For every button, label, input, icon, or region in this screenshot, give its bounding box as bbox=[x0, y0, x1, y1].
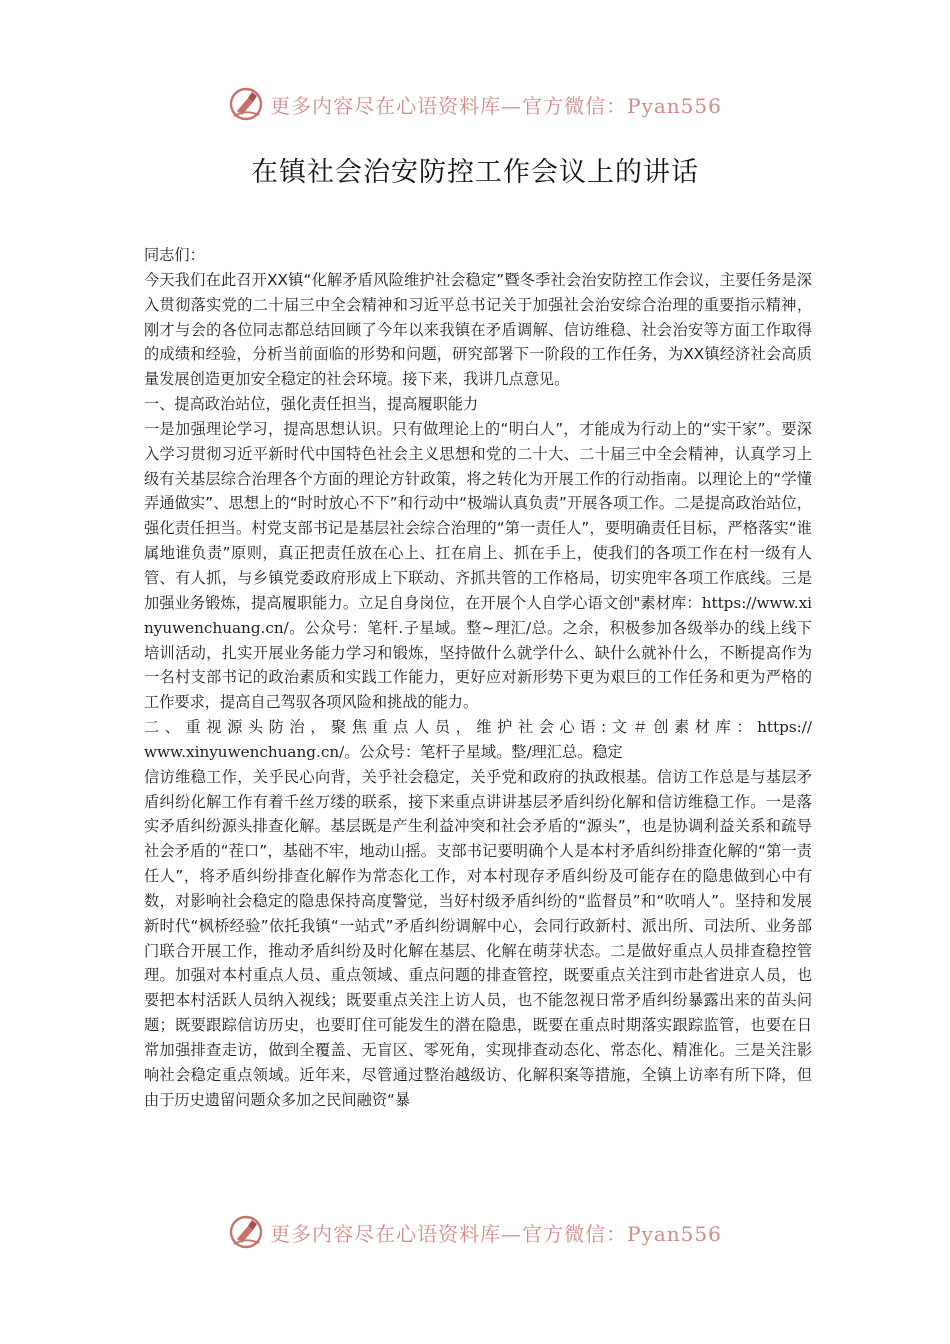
section-1-paragraph bbox=[144, 417, 812, 715]
footer-watermark-banner bbox=[0, 1212, 950, 1252]
document-title: 在镇社会治安防控工作会议上的讲话 bbox=[251, 157, 699, 188]
section-1-text-part-2: 。公众号：笔杆.子星域。整~理汇/总。之余，积极参加各级举办的线上线下培训活动，扎实开展业务能力学习和锻炼，坚持做什么就学什么、缺什么就补什么，不断提高作为一名村支部书记的政治素质和实践工作能力，更好应对新形势下更为艰巨的工作任务和更为严格的工作要求，提高自己驾驭各项风险和挑战的能力。 bbox=[144, 618, 812, 712]
intro-paragraph: 今天我们在此召开XX镇“化解矛盾风险维护社会稳定”暨冬季社会治安防控工作会议，主要任务是深入贯彻落实党的二十届三中全会精神和习近平总书记关于加强社会治安综合治理的重要指示精神，刚才与会的各位同志都总结回顾了今年以来我镇在矛盾调解、信访维稳、社会治安等方面工作取得的成绩和经验，分析当前面临的形势和问题，研究部署下一阶段的工作任务，为XX镇经济社会高质量发展创造更加安全稳定的社会环境。接下来，我讲几点意见。 bbox=[144, 270, 812, 389]
section-2-heading-text: 二、重视源头防治，聚焦重点人员，维护社会心语:文＃创素材库： bbox=[144, 718, 758, 737]
section-2-heading-tail: 。公众号：笔杆子星域。整/理汇总。稳定 bbox=[344, 742, 623, 761]
watermark-text: 更多内容尽在心语资料库—官方微信：Pyan556 bbox=[270, 1221, 722, 1246]
section-2-url-link[interactable]: https://www.xinyuwenchuang.cn/ bbox=[144, 718, 812, 761]
section-2-heading bbox=[144, 715, 812, 765]
salutation: 同志们： bbox=[144, 246, 205, 264]
header-watermark-banner bbox=[0, 84, 950, 124]
watermark-text: 更多内容尽在心语资料库—官方微信：Pyan556 bbox=[270, 93, 722, 118]
section-1-url-link[interactable]: https://www.xinyuwenchuang.cn/ bbox=[144, 593, 812, 637]
section-2-paragraph: 信访维稳工作，关乎民心向背，关乎社会稳定，关乎党和政府的执政根基。信访工作总是与基层矛盾纠纷化解工作有着千丝万缕的联系，接下来重点讲讲基层矛盾纠纷化解和信访维稳工作。一是落实矛盾纠纷源头排查化解。基层既是产生利益冲突和社会矛盾的“源头”，也是协调利益关系和疏导社会矛盾的“茬口”，基础不牢，地动山摇。支部书记要明确个人是本村矛盾纠纷排查化解的“第一责任人”，将矛盾纠纷排查化解作为常态化工作，对本村现存矛盾纠纷及可能存在的隐患做到心中有数，对影响社会稳定的隐患保持高度警觉，当好村级矛盾纠纷的“监督员”和“吹哨人”。坚持和发展新时代“枫桥经验”依托我镇“一站式”矛盾纠纷调解中心，会同行政新村、派出所、司法所、业务部门联合开展工作，推动矛盾纠纷及时化解在基层、化解在萌芽状态。二是做好重点人员排查稳控管理。加强对本村重点人员、重点领域、重点问题的排查管控，既要重点关注到市赴省进京人员，也要把本村活跃人员纳入视线；既要重点关注上访人员，也不能忽视日常矛盾纠纷暴露出来的苗头问题；既要跟踪信访历史，也要盯住可能发生的潜在隐患，既要在重点时期落实跟踪监管，也要在日常加强排查走访，做到全覆盖、无盲区、零死角，实现排查动态化、常态化、精准化。三是关注影响社会稳定重点领域。近年来，尽管通过整治越级访、化解积案等措施，全镇上访率有所下降，但由于历史遗留问题众多加之民间融资“暴 bbox=[144, 767, 812, 1109]
section-1-text-part-1: 一是加强理论学习，提高思想认识。只有做理论上的“明白人”，才能成为行动上的“实干家”。要深入学习贯彻习近平新时代中国特色社会主义思想和党的二十大、二十届三中全会精神，认真学习上级有关基层综合治理各个方面的理论方针政策，将之转化为开展工作的行动指南。以理论上的“学懂弄通做实”、思想上的“时时放心不下”和行动中“极端认真负责”开展各项工作。二是提高政治站位，强化责任担当。村党支部书记是基层社会综合治理的“第一责任人”，要明确责任目标，严格落实“谁属地谁负责”原则，真正把责任放在心上、扛在肩上、抓在手上，使我们的各项工作在村一级有人管、有人抓，与乡镇党委政府形成上下联动、齐抓共管的工作格局，切实兜牢各项工作底线。三是加强业务锻炼，提高履职能力。立足自身岗位，在开展个人自学心语文创"素材库： bbox=[144, 419, 812, 612]
section-1-heading: 一、提高政治站位，强化责任担当，提高履职能力 bbox=[144, 395, 479, 414]
brand-logo-icon bbox=[228, 1214, 264, 1250]
brand-logo-icon bbox=[228, 86, 264, 122]
document-body bbox=[144, 243, 812, 1113]
